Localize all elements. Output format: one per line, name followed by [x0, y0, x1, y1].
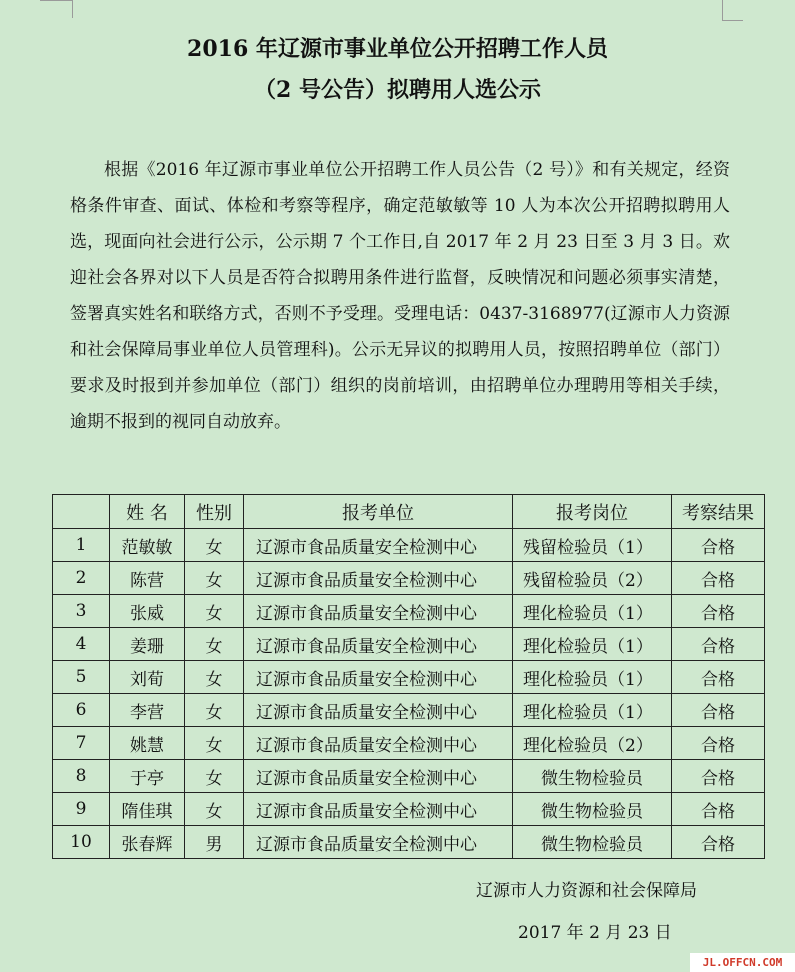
cell-index: 9 — [53, 793, 110, 826]
cell-result: 合格 — [672, 562, 765, 595]
table-header-row — [53, 495, 765, 529]
cell-result: 合格 — [672, 628, 765, 661]
document-title-line1: 2016 年辽源市事业单位公开招聘工作人员 — [187, 36, 608, 62]
table-row — [53, 826, 765, 859]
cell-result: 合格 — [672, 694, 765, 727]
table-row — [53, 694, 765, 727]
document-title-line2: （2 号公告）拟聘用人选公示 — [254, 77, 541, 103]
table-row — [53, 661, 765, 694]
cell-unit: 辽源市食品质量安全检测中心 — [244, 595, 513, 628]
cell-result: 合格 — [672, 826, 765, 859]
cell-gender: 女 — [185, 529, 244, 562]
site-watermark: JL.OFFCN.COM — [690, 953, 795, 972]
cell-unit: 辽源市食品质量安全检测中心 — [244, 727, 513, 760]
table-row — [53, 562, 765, 595]
cell-position: 理化检验员（1） — [513, 595, 672, 628]
cell-index: 10 — [53, 826, 110, 859]
cell-index: 7 — [53, 727, 110, 760]
cell-position: 微生物检验员 — [513, 826, 672, 859]
cell-name: 范敏敏 — [110, 529, 185, 562]
table-row — [53, 760, 765, 793]
cell-index: 6 — [53, 694, 110, 727]
cell-name: 李营 — [110, 694, 185, 727]
cell-position: 残留检验员（2） — [513, 562, 672, 595]
cell-unit: 辽源市食品质量安全检测中心 — [244, 826, 513, 859]
cell-name: 陈营 — [110, 562, 185, 595]
header-position: 报考岗位 — [513, 495, 672, 529]
issue-date: 2017 年 2 月 23 日 — [518, 923, 672, 943]
cell-index: 4 — [53, 628, 110, 661]
table-row — [53, 793, 765, 826]
candidates-table — [52, 494, 765, 859]
cell-gender: 女 — [185, 595, 244, 628]
cell-name: 姜珊 — [110, 628, 185, 661]
table-row — [53, 529, 765, 562]
cell-name: 于亭 — [110, 760, 185, 793]
cell-result: 合格 — [672, 793, 765, 826]
cell-index: 2 — [53, 562, 110, 595]
cell-position: 微生物检验员 — [513, 760, 672, 793]
cell-gender: 女 — [185, 562, 244, 595]
announcement-body: 根据《2016 年辽源市事业单位公开招聘工作人员公告（2 号）》和有关规定，经资格条件审查、面试、体检和考察等程序，确定范敏敏等 10 人为本次公开招聘拟聘用人选，现面向社会进行公示，公示期 7 个工作日,自 2017 年 2 月 23 日至 3 月 3 日。欢迎社会各界对以下人员是否符合拟聘用条件进行监督，反映情况和问题必须事实清楚，签署真实姓名和联络方式，否则不予受理。受理电话：0437-3168977(辽源市人力资源和社会保障局事业单位人员管理科)。公示无异议的拟聘用人员，按照招聘单位（部门）要求及时报到并参加单位（部门）组织的岗前培训，由招聘单位办理聘用等相关手续，逾期不报到的视同自动放弃。 — [70, 160, 730, 432]
cell-position: 理化检验员（1） — [513, 661, 672, 694]
cell-result: 合格 — [672, 661, 765, 694]
cell-unit: 辽源市食品质量安全检测中心 — [244, 562, 513, 595]
cell-index: 8 — [53, 760, 110, 793]
header-gender: 性别 — [185, 495, 244, 529]
cell-gender: 男 — [185, 826, 244, 859]
cell-gender: 女 — [185, 661, 244, 694]
cell-name: 姚慧 — [110, 727, 185, 760]
cell-gender: 女 — [185, 628, 244, 661]
cell-name: 张春辉 — [110, 826, 185, 859]
cell-position: 理化检验员（2） — [513, 727, 672, 760]
page-corner-mark-right — [722, 0, 743, 21]
cell-unit: 辽源市食品质量安全检测中心 — [244, 628, 513, 661]
cell-index: 5 — [53, 661, 110, 694]
cell-gender: 女 — [185, 694, 244, 727]
cell-unit: 辽源市食品质量安全检测中心 — [244, 760, 513, 793]
cell-unit: 辽源市食品质量安全检测中心 — [244, 529, 513, 562]
cell-result: 合格 — [672, 760, 765, 793]
cell-result: 合格 — [672, 727, 765, 760]
cell-name: 隋佳琪 — [110, 793, 185, 826]
header-index — [53, 495, 110, 529]
header-result: 考察结果 — [672, 495, 765, 529]
cell-unit: 辽源市食品质量安全检测中心 — [244, 694, 513, 727]
cell-result: 合格 — [672, 529, 765, 562]
table-row — [53, 727, 765, 760]
cell-name: 张威 — [110, 595, 185, 628]
cell-index: 1 — [53, 529, 110, 562]
cell-unit: 辽源市食品质量安全检测中心 — [244, 793, 513, 826]
cell-gender: 女 — [185, 760, 244, 793]
cell-name: 刘荀 — [110, 661, 185, 694]
page-corner-mark-left — [56, 0, 73, 18]
cell-gender: 女 — [185, 727, 244, 760]
cell-unit: 辽源市食品质量安全检测中心 — [244, 661, 513, 694]
header-name: 姓 名 — [110, 495, 185, 529]
header-unit: 报考单位 — [244, 495, 513, 529]
issuing-authority: 辽源市人力资源和社会保障局 — [476, 881, 697, 901]
cell-position: 理化检验员（1） — [513, 694, 672, 727]
table-row — [53, 595, 765, 628]
cell-position: 理化检验员（1） — [513, 628, 672, 661]
cell-gender: 女 — [185, 793, 244, 826]
cell-index: 3 — [53, 595, 110, 628]
table-row — [53, 628, 765, 661]
cell-position: 微生物检验员 — [513, 793, 672, 826]
cell-position: 残留检验员（1） — [513, 529, 672, 562]
cell-result: 合格 — [672, 595, 765, 628]
page-corner-mark-left-h — [40, 0, 72, 1]
